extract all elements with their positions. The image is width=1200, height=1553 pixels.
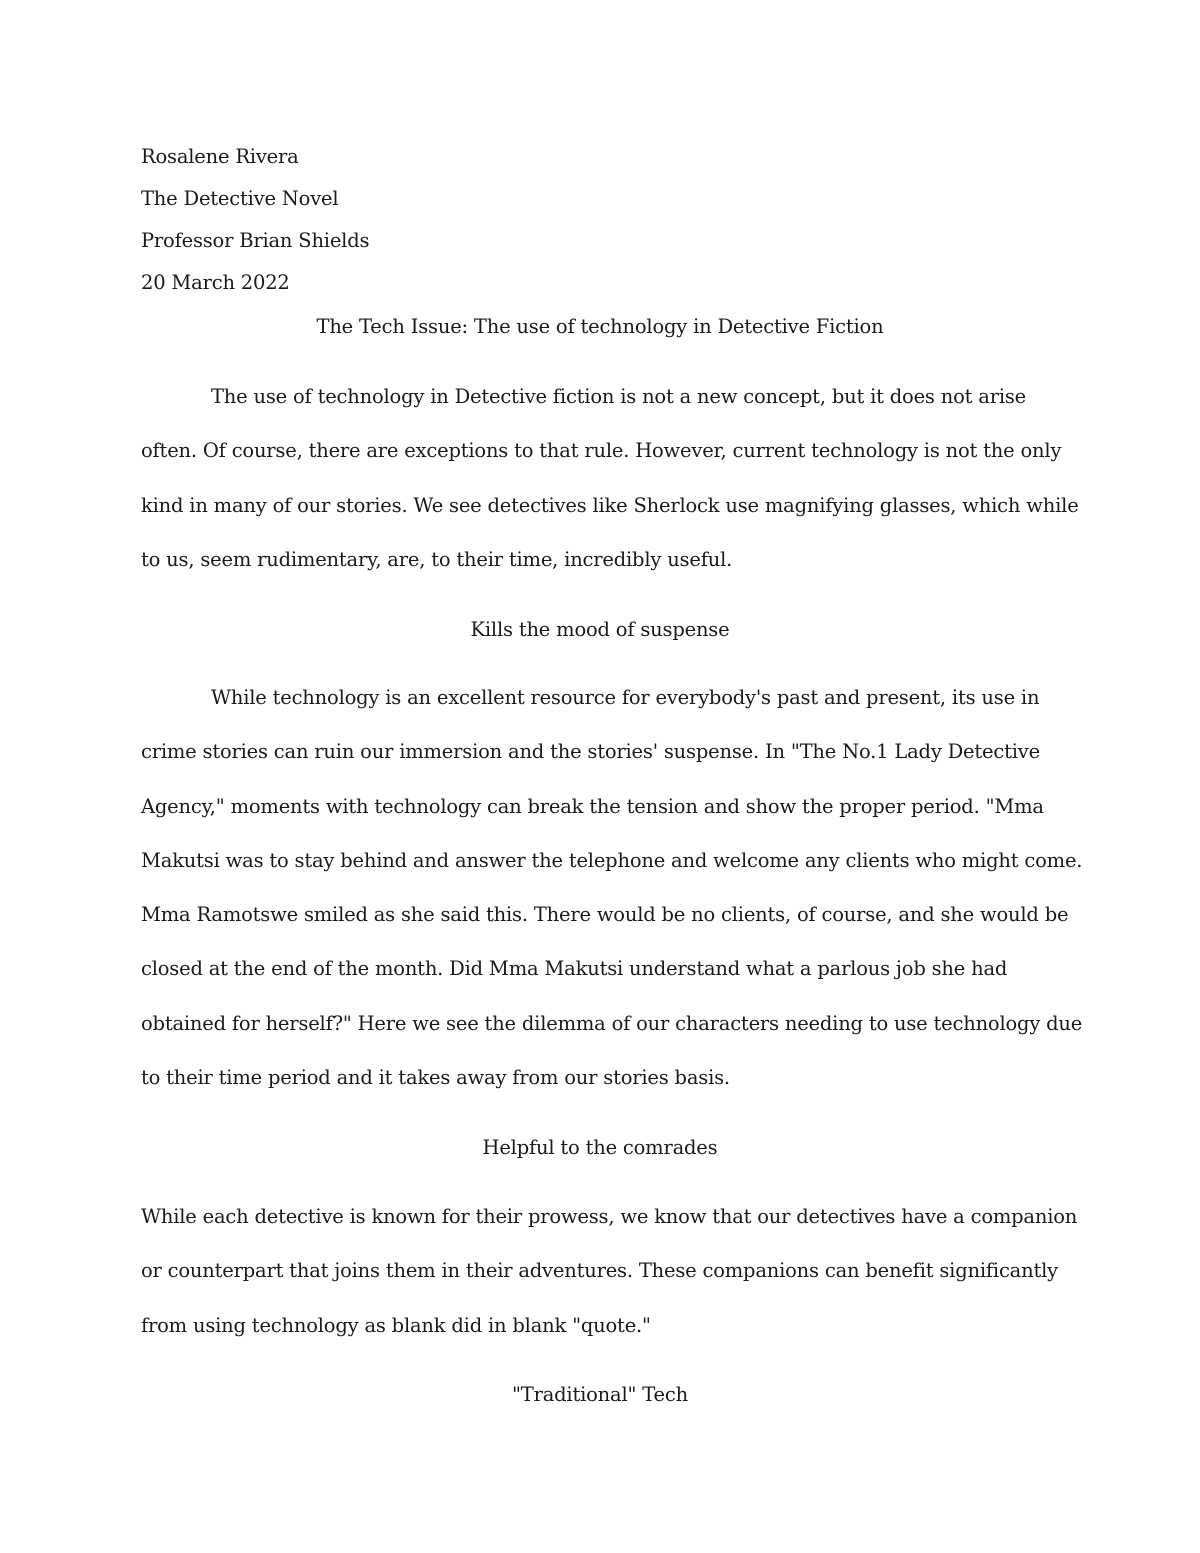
paragraph-line: crime stories can ruin our immersion and the stories' suspense. In "The No.1 Lady Detective [141,740,1040,763]
paragraph-line: to their time period and it takes away from our stories basis. [141,1066,730,1089]
professor-name: Professor Brian Shields [141,229,370,252]
paragraph-line: Agency," moments with technology can break the tension and show the proper period. "Mma [141,795,1044,818]
course-name: The Detective Novel [141,187,339,210]
section-heading: Helpful to the comrades [482,1136,718,1159]
paragraph-line: While each detective is known for their prowess, we know that our detectives have a companion [141,1205,1078,1228]
author-name: Rosalene Rivera [141,145,299,168]
paragraph-line: While technology is an excellent resource for everybody's past and present, its use in [211,686,1040,709]
paragraph-line: obtained for herself?" Here we see the dilemma of our characters needing to use technology due [141,1012,1083,1035]
paragraph-line: or counterpart that joins them in their adventures. These companions can benefit significantly [141,1259,1058,1282]
section-heading: "Traditional" Tech [512,1383,688,1406]
paragraph-line: The use of technology in Detective fiction is not a new concept, but it does not arise [211,385,1026,408]
paragraph-line: to us, seem rudimentary, are, to their time, incredibly useful. [141,548,733,571]
date-line: 20 March 2022 [141,271,290,294]
document-title: The Tech Issue: The use of technology in Detective Fiction [316,315,884,338]
paragraph-line: kind in many of our stories. We see detectives like Sherlock use magnifying glasses, which while [141,494,1079,517]
paragraph-line: often. Of course, there are exceptions to that rule. However, current technology is not the only [141,439,1062,462]
paragraph-line: from using technology as blank did in blank "quote." [141,1314,651,1337]
section-heading: Kills the mood of suspense [470,618,730,641]
paragraph-line: Mma Ramotswe smiled as she said this. There would be no clients, of course, and she would be [141,903,1069,926]
paragraph-line: Makutsi was to stay behind and answer the telephone and welcome any clients who might come. [141,849,1083,872]
paragraph-line: closed at the end of the month. Did Mma Makutsi understand what a parlous job she had [141,957,1008,980]
